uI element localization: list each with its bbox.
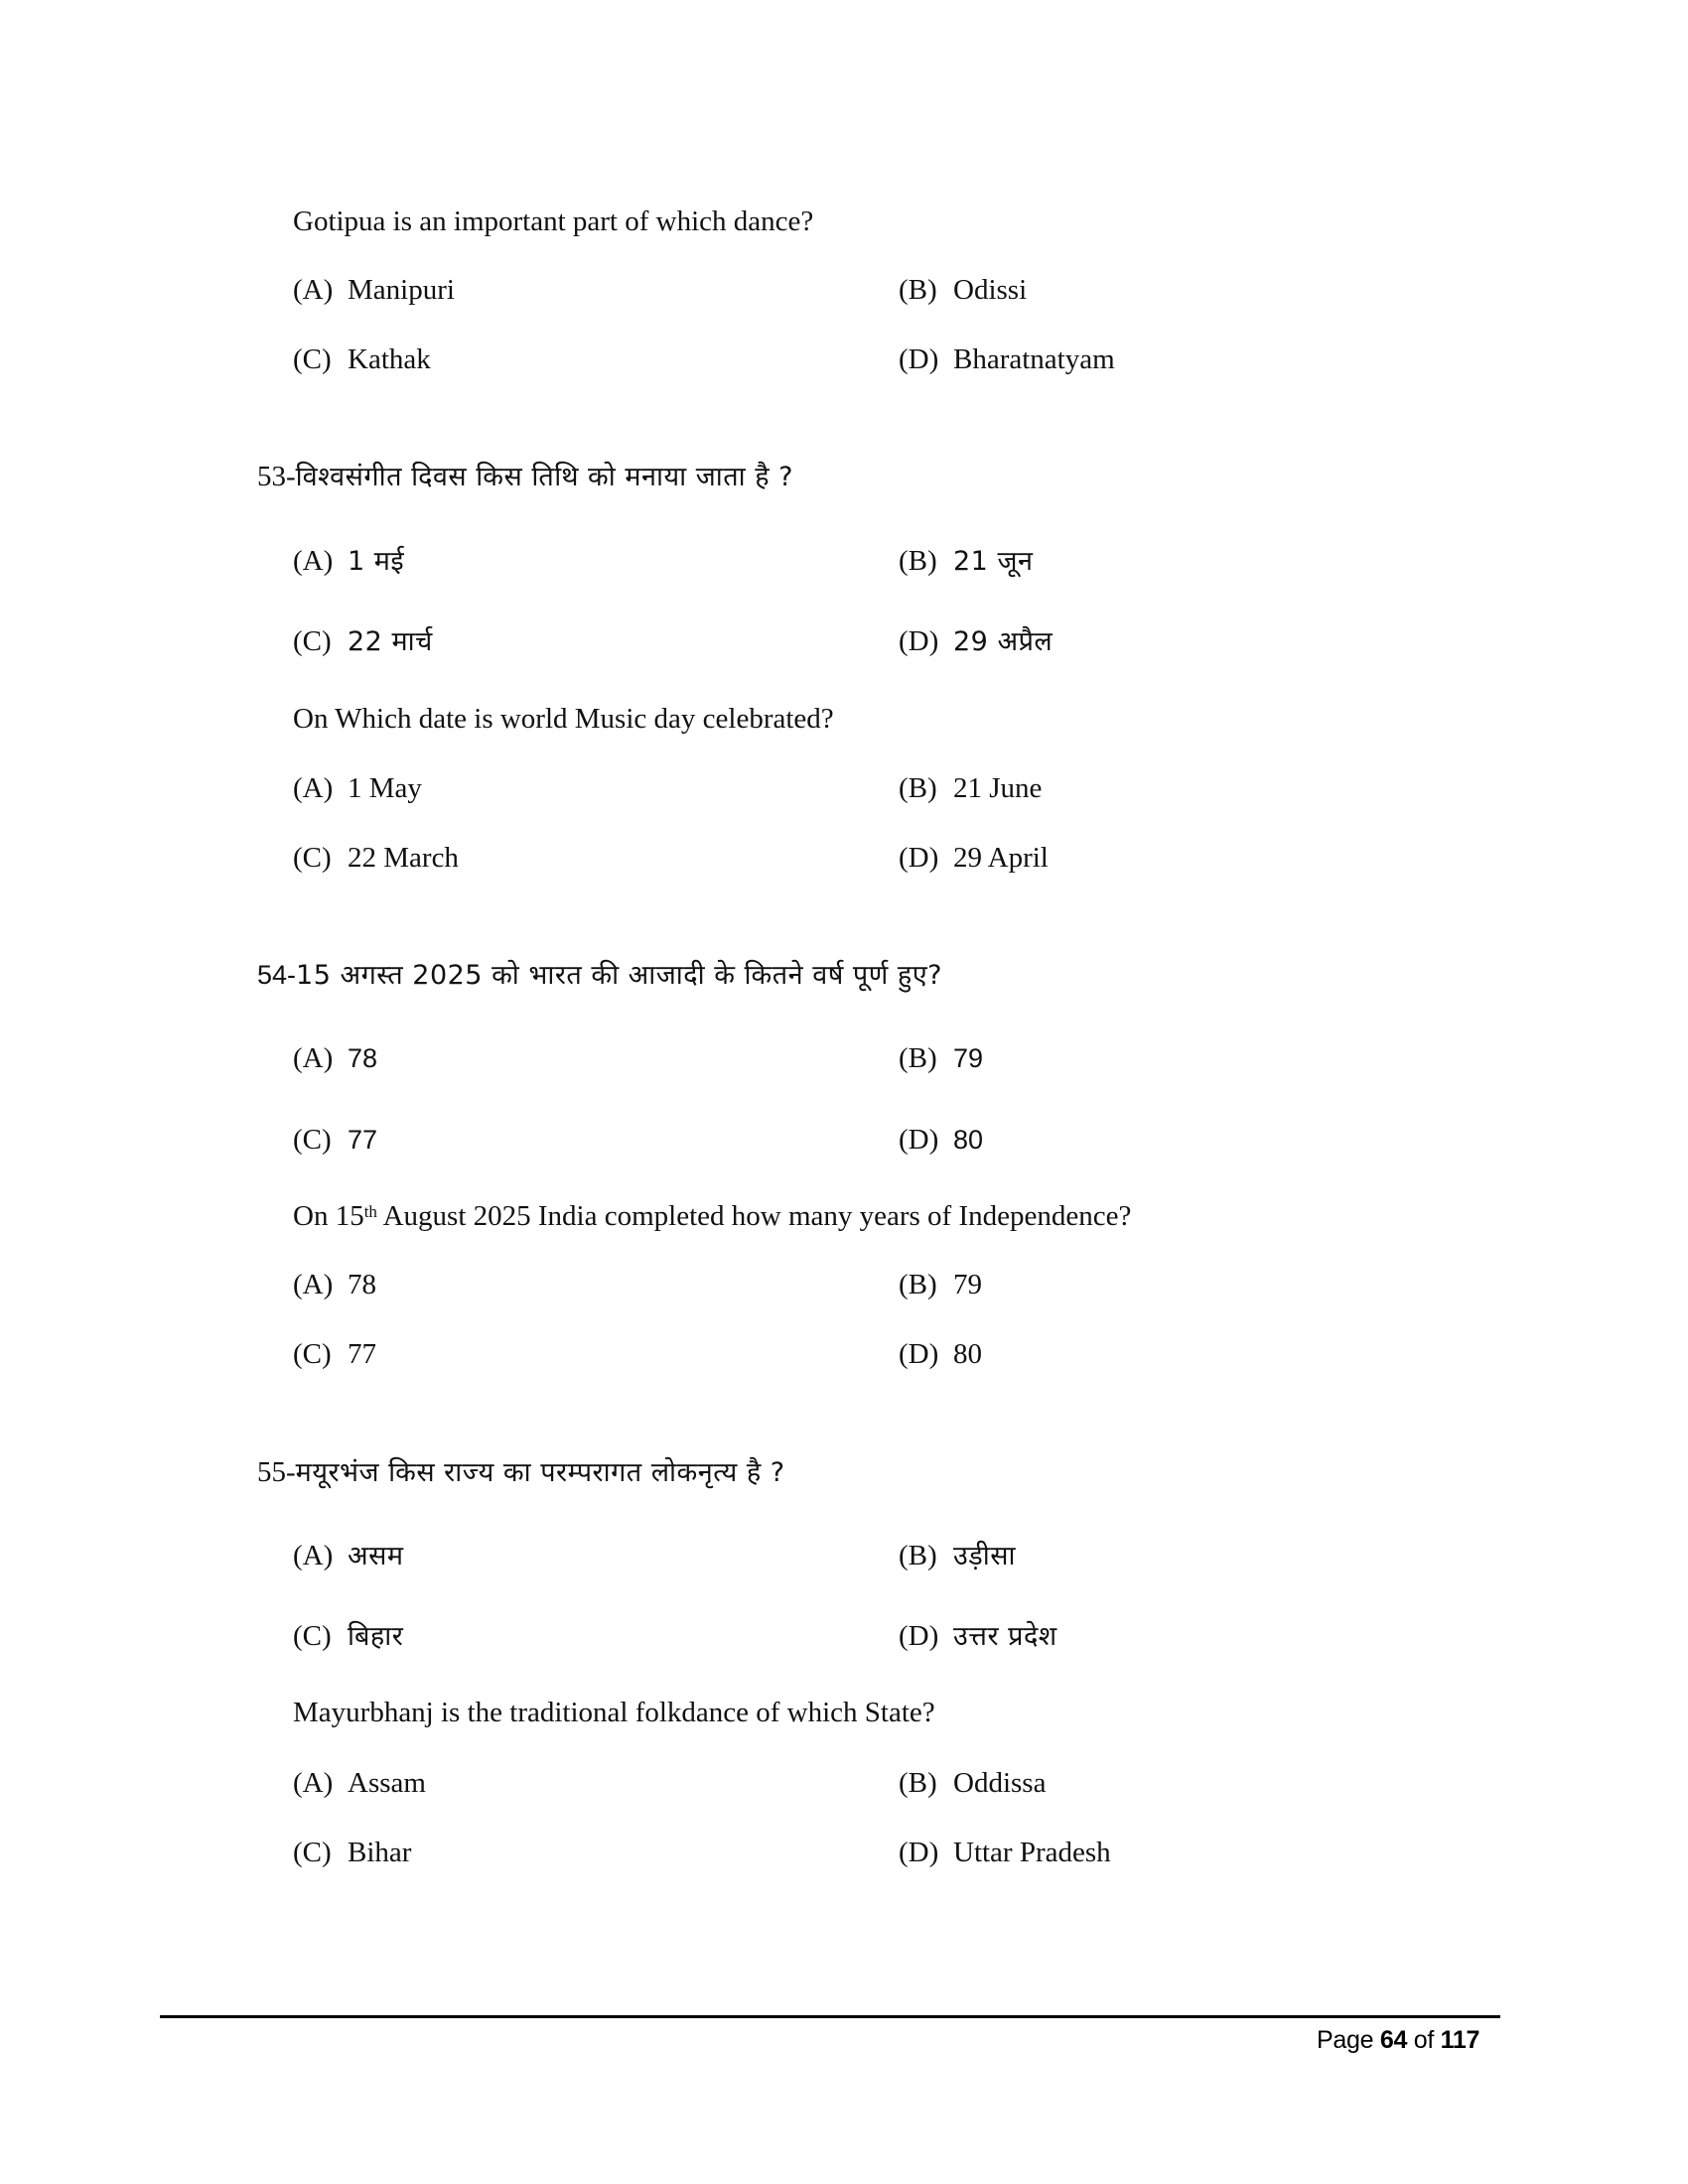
option-text: 80 [953, 1338, 982, 1370]
option-text: Bihar [348, 1837, 412, 1868]
option-label: (C) [293, 842, 332, 874]
option-d [899, 341, 1115, 377]
option-b [899, 1040, 983, 1076]
option-text: 79 [953, 1043, 984, 1073]
option-text: 78 [348, 1043, 378, 1073]
option-label: (A) [293, 1540, 334, 1571]
option-a [293, 1267, 376, 1302]
option-b [899, 1538, 1016, 1574]
option-text: उत्तर प्रदेश [953, 1621, 1057, 1652]
option-a [293, 770, 422, 806]
option-b [899, 1765, 1046, 1801]
option-text: Oddissa [953, 1767, 1047, 1799]
option-text: Uttar Pradesh [953, 1837, 1111, 1868]
option-label: (B) [899, 1540, 937, 1571]
option-label: (D) [899, 625, 939, 657]
question-55-hindi [257, 1454, 785, 1491]
question-number: 54- [257, 960, 297, 990]
option-label: (A) [293, 1042, 334, 1074]
option-label: (D) [899, 1338, 939, 1370]
option-label: (D) [899, 842, 939, 874]
option-d [899, 623, 1053, 660]
option-a [293, 1040, 377, 1076]
question-53-hindi [257, 459, 793, 495]
option-c [293, 341, 431, 377]
option-text: बिहार [348, 1621, 404, 1652]
option-label: (C) [293, 1124, 332, 1156]
option-text: Manipuri [348, 274, 455, 306]
question-53-english: On Which date is world Music day celebrated? [293, 703, 834, 735]
option-text: 77 [348, 1125, 378, 1155]
option-text: 78 [348, 1269, 376, 1300]
question-text-hindi: 15 अगस्त 2025 को भारत की आजादी के कितने वर्ष पूर्ण हुए? [296, 960, 942, 991]
option-text: 22 मार्च [348, 626, 433, 657]
option-text: 21 जून [953, 546, 1034, 577]
option-d [899, 1336, 982, 1372]
option-a [293, 543, 404, 580]
option-text: 1 May [348, 772, 422, 804]
option-label: (B) [899, 1767, 937, 1799]
question-54-english [293, 1198, 1131, 1234]
option-text: 29 अप्रैल [953, 626, 1054, 657]
option-label: (D) [899, 1620, 939, 1652]
question-text-suffix: August 2025 India completed how many years of Independence? [376, 1200, 1132, 1232]
option-d [899, 1618, 1057, 1655]
option-b [899, 272, 1027, 308]
option-c [293, 840, 459, 876]
option-b [899, 1267, 982, 1302]
option-text: 29 April [953, 842, 1049, 874]
question-number: 53- [257, 461, 296, 492]
question-text-english: Gotipua is an important part of which dance? [293, 205, 814, 237]
option-label: (C) [293, 625, 332, 657]
option-text: 77 [348, 1338, 376, 1370]
option-text: Bharatnatyam [953, 343, 1115, 375]
question-55-english: Mayurbhanj is the traditional folkdance of which State? [293, 1697, 935, 1728]
option-label: (D) [899, 1124, 939, 1156]
current-page: 64 [1379, 2026, 1408, 2054]
option-text: 22 March [348, 842, 459, 874]
option-c [293, 1336, 376, 1372]
option-label: (A) [293, 772, 334, 804]
of-word: of [1413, 2026, 1434, 2054]
option-label: (A) [293, 1767, 334, 1799]
option-b [899, 770, 1042, 806]
option-label: (D) [899, 1837, 939, 1868]
question-text-hindi: विश्वसंगीत दिवस किस तिथि को मनाया जाता है ? [295, 462, 793, 492]
option-c [293, 623, 433, 660]
option-d [899, 1122, 983, 1158]
option-label: (C) [293, 1837, 332, 1868]
option-label: (A) [293, 1269, 334, 1300]
option-text: Kathak [348, 343, 431, 375]
footer-divider [160, 2015, 1500, 2018]
option-a [293, 1765, 426, 1801]
option-b [899, 543, 1033, 580]
option-text: उड़ीसा [953, 1541, 1016, 1571]
option-label: (B) [899, 1042, 937, 1074]
option-text: 79 [953, 1269, 982, 1300]
option-c [293, 1835, 411, 1870]
option-text: Odissi [953, 274, 1028, 306]
option-label: (B) [899, 1269, 937, 1300]
question-54-hindi [257, 957, 942, 994]
option-label: (B) [899, 772, 937, 804]
option-a [293, 272, 455, 308]
option-label: (C) [293, 343, 332, 375]
option-c [293, 1122, 377, 1158]
option-c [293, 1618, 403, 1655]
option-d [899, 1835, 1111, 1870]
option-a [293, 1538, 404, 1574]
option-d [899, 840, 1049, 876]
option-label: (C) [293, 1620, 332, 1652]
question-text-prefix: On 15 [293, 1200, 364, 1232]
option-label: (B) [899, 545, 937, 577]
option-label: (B) [899, 274, 937, 306]
option-text: 1 मई [348, 546, 405, 577]
question-number: 55- [257, 1456, 296, 1488]
option-text: 80 [953, 1125, 984, 1155]
option-text: 21 June [953, 772, 1043, 804]
page-word: Page [1317, 2026, 1374, 2054]
option-label: (C) [293, 1338, 332, 1370]
ordinal-superscript: th [363, 1202, 377, 1221]
option-label: (A) [293, 274, 334, 306]
option-text: असम [348, 1541, 404, 1571]
total-pages: 117 [1440, 2026, 1480, 2054]
option-text: Assam [348, 1767, 426, 1799]
question-text-hindi: मयूरभंज किस राज्य का परम्परागत लोकनृत्य है ? [295, 1457, 785, 1488]
option-label: (D) [899, 343, 939, 375]
page-number [1317, 2023, 1479, 2057]
option-label: (A) [293, 545, 334, 577]
